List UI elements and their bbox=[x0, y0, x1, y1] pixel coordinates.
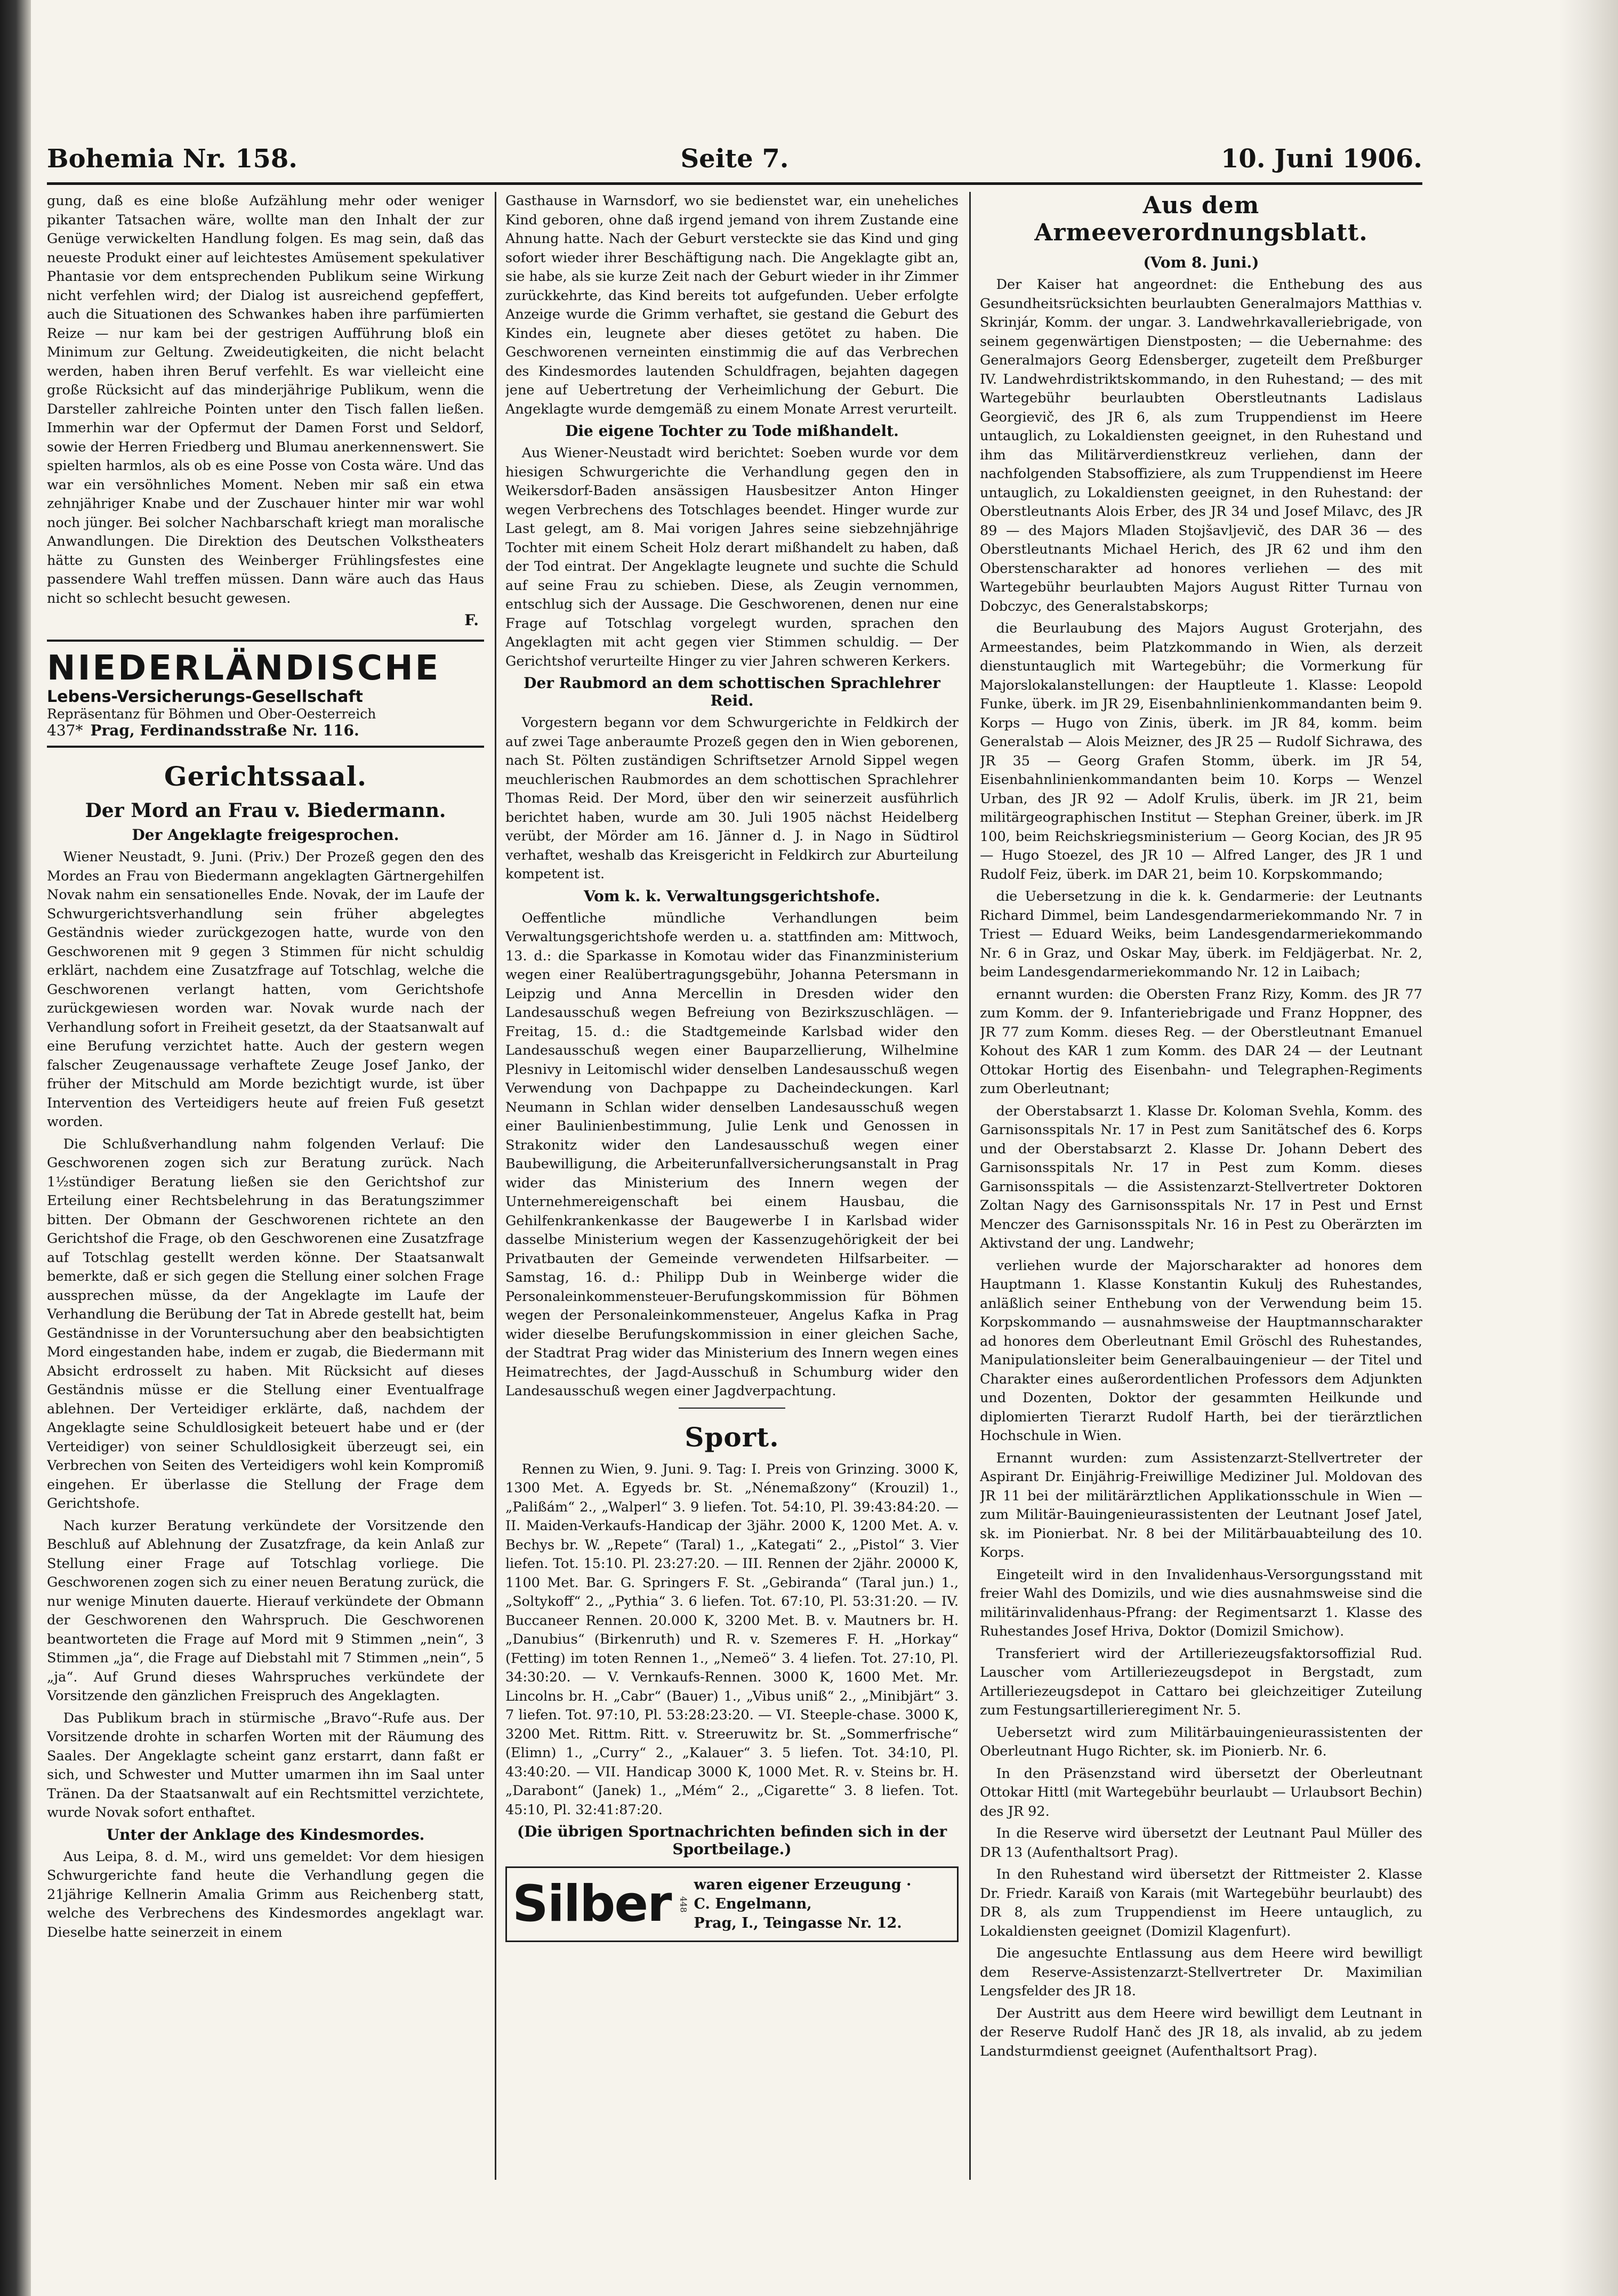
ad-address bbox=[47, 722, 484, 739]
article-paragraph: der Oberstabsarzt 1. Klasse Dr. Koloman Svehla, Komm. des Garnisonsspitals Nr. 17 in Pest zum Sanitätschef des 6. Korps und der Oberstabsarzt 2. Klasse Dr. Johann Debert des Garnisonsspitals Nr. 17 in Pest zum Komm. dieses Garnisonsspitals — die Assistenzarzt-Stellvertreter Doktoren Zoltan Nagy des Garnisonsspitals Nr. 17 in Pest und Ernst Menczer des Garnisonsspitals Nr. 16 in Pest zu Oberärzten im Aktivstand der ung. Landwehr; bbox=[980, 1103, 1422, 1251]
article-paragraph: Wiener Neustadt, 9. Juni. (Priv.) Der Prozeß gegen den des Mordes an Frau von Biedermann angeklagten Gärtnergehilfen Novak nahm ein sensationelles Ende. Novak, der im Laufe der Schwurgerichtsverhandlung sein früher abgelegtes Geständnis wieder zurückgezogen hatte, wurde von den Geschworenen mit 9 gegen 3 Stimmen für nicht schuldig erklärt, nachdem eine Zusatzfrage auf Totschlag, welche die Geschworenen verlangt hatten, vom Gerichtshofe zurückgewiesen worden war. Novak wurde nach der Verhandlung sofort in Freiheit gesetzt, da der Staatsanwalt auf eine Berufung verzichtet hatte. Auch der gestern wegen falscher Zeugenaussage verhaftete Zeuge Josef Janko, der früher der Mitschuld am Morde bezichtigt wurde, ist über Intervention des Verteidigers heute auf freien Fuß gesetzt worden. bbox=[47, 849, 484, 1130]
ad-address-text: Prag, Ferdinandsstraße Nr. 116. bbox=[90, 722, 359, 739]
ad-silver-word: Silber bbox=[512, 1875, 671, 1933]
article-paragraph: In den Präsenzstand wird übersetzt der Oberleutnant Ottokar Hittl (mit Wartegebühr beurlaubt — Urlaubsort Bechin) des JR 92. bbox=[980, 1765, 1422, 1820]
header-rule bbox=[47, 182, 1422, 185]
article-paragraph: ernannt wurden: die Obersten Franz Rizy, Komm. des JR 77 zum Komm. der 9. Infanteriebrigade und Franz Hoppner, des JR 77 zum Komm. dieses Reg. — der Oberstleutnant Emanuel Kohout des KAR 1 zum Komm. des DAR 24 — der Leutnant Ottokar Hortig des Eisenbahn- und Telegraphen-Regiments zum Oberleutnant; bbox=[980, 986, 1422, 1097]
article-title: Der Mord an Frau v. Biedermann. bbox=[85, 799, 446, 822]
article-paragraph: Transferiert wird der Artilleriezeugsfaktorsoffizial Rud. Lauscher vom Artilleriezeugsdepot in Bergstadt, zum Artilleriezeugsdepot in Cattaro bei gleichzeitiger Zuteilung zum Festungsartillerieregiment Nr. 5. bbox=[980, 1645, 1422, 1718]
newspaper-page bbox=[47, 144, 1422, 2185]
silver-advertisement bbox=[505, 1866, 959, 1942]
section-title-sport: Sport. bbox=[685, 1421, 779, 1453]
column-divider bbox=[969, 192, 971, 2180]
article-paragraph: In den Ruhestand wird übersetzt der Rittmeister 2. Klasse Dr. Friedr. Karaiß von Karais (mit Wartegebühr beurlaubt) des DR 8, als zum Truppendienst im Heere untauglich, zu Lokaldiensten geeignet (Domizil Klagenfurt). bbox=[980, 1866, 1422, 1939]
article-paragraph: Der Austritt aus dem Heere wird bewilligt dem Leutnant in der Reserve Rudolf Hanč des JR 18, als invalid, ab zu jedem Landsturmdienst geeignet (Aufenthaltsort Prag). bbox=[980, 2005, 1422, 2059]
article-paragraph: Die angesuchte Entlassung aus dem Heere wird bewilligt dem Reserve-Assistenzarzt-Stellvertreter Dr. Maximilian Lengsfelder des JR 18. bbox=[980, 1945, 1422, 1999]
section-title-court: Gerichtssaal. bbox=[164, 761, 367, 792]
article-paragraph: Nach kurzer Beratung verkündete der Vorsitzende den Beschluß auf Ablehnung der Zusatzfrage, da kein Anlaß zur Stellung einer Frage auf Totschlag vorliege. Die Geschworenen zogen sich zu einer neuen Beratung zurück, die nur wenige Minuten dauerte. Hierauf verkündete der Obmann der Geschworenen den Wahrspruch. Die Geschworenen beantworteten die Frage auf Mord mit 9 Stimmen „nein“, 3 Stimmen „ja“, die Frage auf Diebstahl mit 7 Stimmen „nein“, 5 „ja“. Auf Grund dieses Wahrspruches verkündete der Vorsitzende den gänzlichen Freispruch des Angeklagten. bbox=[47, 1517, 484, 1704]
article-paragraph: Die Schlußverhandlung nahm folgenden Verlauf: Die Geschworenen zogen sich zur Beratung zurück. Nach 1½stündiger Beratung ließen sie den Gerichtshof zur Erteilung einer Rechtsbelehrung in das Beratungszimmer bitten. Der Obmann der Geschworenen richtete an den Gerichtshof die Frage, ob den Geschworenen eine Zusatzfrage auf Totschlag gestellt werden könne. Der Staatsanwalt bemerkte, daß er sich gegen die Stellung einer solchen Frage aussprechen müsse, da der Angeklagte im Laufe der Verhandlung die Berübung der Tat in Abrede gestellt hat, beim Geständnisse in der Voruntersuchung aber den beabsichtigten Mord eingestanden habe, indem er zugab, die Biedermann mit Absicht erdrosselt zu haben. Mit Rücksicht auf dieses Geständnis müsse er die Stellung einer Eventualfrage ablehnen. Der Verteidiger erklärte, daß, nachdem der Angeklagte seine Schuldlosigkeit beteuert habe und er (der Verteidiger) von seiner Schuldlosigkeit überzeugt sei, ein Verbrechen von Seiten des Verteidigers wohl kein Kompromiß eingehen. Er überlasse die Stellung der Frage dem Gerichtshofe. bbox=[47, 1136, 484, 1511]
article-title: Die eigene Tochter zu Tode mißhandelt. bbox=[565, 422, 899, 440]
page-header bbox=[47, 144, 1422, 181]
ad-silver-line: C. Engelmann, bbox=[694, 1896, 812, 1912]
article-paragraph: Ernannt wurden: zum Assistenzarzt-Stellvertreter der Aspirant Dr. Einjährig-Freiwillige Mediziner Jul. Moldovan des JR 11 bei der militärärztlichen Applikationsschule in Wien — zum Militär-Bauingenieurassistenten der Leutnant Josef Jatel, sk. im Pionierbat. Nr. 8 bei der Militärbauabteilung des 10. Korps. bbox=[980, 1450, 1422, 1561]
ad-silver-line: Prag, I., Teingasse Nr. 12. bbox=[694, 1915, 902, 1931]
article-paragraph: Der Kaiser hat angeordnet: die Enthebung des aus Gesundheitsrücksichten beurlaubten Generalmajors Matthias v. Skrinjár, Komm. der ungar. 3. Landwehrkavalleriebrigade, von seinem gegenwärtigen Dienstposten; — die Uebernahme: des Generalmajors Georg Edensberger, zugeteilt dem Preßburger IV. Landwehrdistriktskommando, in den Ruhestand; — des mit Wartegebühr beurlaubten Oberstleutnants Ladislaus Georgievič, des JR 6, als zum Truppendienst im Heere untauglich, zu Lokaldiensten geeignet, in den Ruhestand und ihm das Militärverdienstkreuz verliehen, dann der nachfolgenden Stabsoffiziere, als zum Truppendienst im Heere untauglich, zu Lokaldiensten geeignet, in den Ruhestand: der Oberstleutnants Alois Erber, des JR 34 und Josef Milavc, des JR 89 — des Majors Mladen Stojšavljevič, des DAR 36 — des Oberstleutnants Michael Herich, des JR 62 und ihm den Oberstenscharakter ad honores verliehen — des mit Wartegebühr beurlaubten Majors August Ritter Turnau von Dobczyc, des Generalstabskorps; bbox=[980, 277, 1422, 615]
ad-representation: Repräsentanz für Böhmen und Ober-Oesterreich bbox=[47, 706, 376, 722]
article-paragraph: In die Reserve wird übersetzt der Leutnant Paul Müller des DR 13 (Aufenthaltsort Prag). bbox=[980, 1825, 1422, 1861]
article-title: Unter der Anklage des Kindesmordes. bbox=[106, 1825, 425, 1844]
ad-silver-line: waren eigener Erzeugung · bbox=[694, 1877, 912, 1893]
insurance-advertisement bbox=[47, 640, 484, 748]
sport-note: (Die übrigen Sportnachrichten befinden sich in der Sportbeilage.) bbox=[517, 1823, 947, 1858]
page-number: Seite 7. bbox=[680, 144, 789, 174]
column-divider bbox=[495, 192, 496, 2180]
issue-date: 10. Juni 1906. bbox=[1221, 144, 1422, 174]
ad-silver-number: 448 bbox=[678, 1896, 689, 1913]
article-paragraph: Aus Wiener-Neustadt wird berichtet: Soeben wurde vor dem hiesigen Schwurgerichte die Verhandlung gegen den in Weikersdorf-Baden ansässigen Hausbesitzer Anton Hinger wegen Verbrechens des Totschlages beendet. Hinger wurde zur Last gelegt, am 8. Mai vorigen Jahres seine siebzehnjährige Tochter mit einem Scheit Holz derart mißhandelt zu haben, daß der Tod eintrat. Der Angeklagte leugnete und suchte die Schuld auf seine Frau zu schieben. Diese, als Zeugin vernommen, entschlug sich der Aussage. Die Geschworenen, denen nur eine Frage auf Totschlag vorgelegt wurden, sprachen den Angeklagten mit acht gegen vier Stimmen schuldig. — Der Gerichtshof verurteilte Hinger zu vier Jahren schweren Kerkers. bbox=[505, 445, 959, 669]
ad-company-type: Lebens-Versicherungs-Gesellschaft bbox=[47, 688, 363, 706]
article-paragraph: Vorgestern begann vor dem Schwurgerichte in Feldkirch der auf zwei Tage anberaumte Prozeß gegen den in Wien geborenen, nach St. Pölten zuständigen Schriftsetzer Arnold Sippel wegen meuchlerischen Raubmordes an dem schottischen Sprachlehrer Thomas Reid. Der Mord, über den wir seinerzeit ausführlich berichtet haben, wurde am 30. Juli 1905 nächst Heidelberg verübt, der Mörder am 16. Jänner d. J. in Nago in Südtirol verhaftet, weshalb das Kreisgericht in Feldkirch zur Aburteilung kompetent ist. bbox=[505, 715, 959, 882]
ad-number: 437* bbox=[47, 722, 83, 739]
column-middle bbox=[505, 192, 959, 2180]
article-paragraph: Oeffentliche mündliche Verhandlungen beim Verwaltungsgerichtshofe werden u. a. stattfinden am: Mittwoch, 13. d.: die Sparkasse in Komotau wider das Finanzministerium wegen einer Realübertragungsgebühr, Johanna Petersmann in Leipzig und Anna Mercellin in Dresden wider den Landesausschuß wegen Befreiung von Bezirkszuschlägen. — Freitag, 15. d.: die Stadtgemeinde Karlsbad wider den Landesausschuß wegen einer Bauparzellierung, Wilhelmine Plesnivy in Leitomischl wider denselben Landesausschuß wegen Verwendung von Dachpappe zu Dacheindeckungen. Karl Neumann in Schlan wider denselben Landesausschuß wegen einer Baulinienbestimmung, Julie Lenk und Genossen in Strakonitz wider den Landesausschuß wegen einer Baubewilligung, die Arbeiterunfallversicherungsanstalt in Prag wider das Ministerium des Innern wegen der Unternehmereigenschaft bei einem Hausbau, die Gehilfenkrankenkasse der Baugewerbe I in Karlsbad wider dasselbe Ministerium wegen der Kassenzugehörigkeit der bei Privatbauten der Gemeinde verwendeten Hilfsarbeiter. — Samstag, 16. d.: Philipp Dub in Weinberge wider die Personaleinkommensteuer-Berufungskommission für Böhmen wegen der Personaleinkommensteuer, Angelus Kafka in Prag wider dieselbe Berufungskommission in einer gleichen Sache, der Stadtrat Prag wider das Ministerium des Innern wegen eines Heimatrechtes, der Jagd-Ausschuß in Schumburg wider den Landesausschuß wegen einer Jagdverpachtung. bbox=[505, 910, 959, 1399]
article-paragraph: verliehen wurde der Majorscharakter ad honores dem Hauptmann 1. Klasse Konstantin Kukulj des Ruhestandes, anläßlich seiner Enthebung von der Verwendung beim 15. Korpskommando — ausnahmsweise der Hauptmannscharakter ad honores dem Oberleutnant Emil Gröschl des Ruhestandes, Manipulationsleiter beim Generalbauingenieur — der Titel und Charakter eines außerordentlichen Professors dem Adjunkten und Dozenten, Doktor der gesammten Heilkunde und diplomierten Tierarzt Rudolf Harth, bei der tierärztlichen Hochschule in Wien. bbox=[980, 1257, 1422, 1444]
masthead-issue: Bohemia Nr. 158. bbox=[47, 144, 297, 174]
section-date: (Vom 8. Juni.) bbox=[1143, 254, 1259, 271]
article-paragraph: die Uebersetzung in die k. k. Gendarmerie: der Leutnants Richard Dimmel, beim Landesgendarmeriekommando Nr. 7 in Triest — Eduard Weiks, beim Landesgendarmeriekommando Nr. 6 in Graz, und Oskar May, überk. im Feldjägerbat. Nr. 2, beim Landesgendarmeriekommando Nr. 12 in Laibach; bbox=[980, 888, 1422, 980]
article-paragraph: Das Publikum brach in stürmische „Bravo“-Rufe aus. Der Vorsitzende drohte in scharfen Worten mit der Räumung des Saales. Der Angeklagte scheint ganz erstarrt, dann faßt er sich, und Schwester und Mutter umarmen ihn im Saal unter Tränen. Da der Staatsanwalt auf ein Rechtsmittel verzichtete, wurde Novak sofort enthaftet. bbox=[47, 1710, 484, 1821]
column-right bbox=[980, 192, 1422, 2180]
article-paragraph: Eingeteilt wird in den Invalidenhaus-Versorgungsstand mit freier Wahl des Domizils, und wie dies ausnahmsweise sind die militärinvalidenhaus-Pfrang: der Regimentsarzt 1. Klasse des Ruhestandes Josef Hriva, Doktor (Domizil Smichow). bbox=[980, 1566, 1422, 1639]
article-title: Der Raubmord an dem schottischen Sprachlehrer Reid. bbox=[524, 674, 940, 709]
divider bbox=[679, 1408, 785, 1409]
column-left bbox=[47, 192, 484, 2180]
section-title-army: Aus dem Armeeverordnungsblatt. bbox=[1034, 192, 1368, 246]
article-paragraph: Gasthause in Warnsdorf, wo sie bedienstet war, ein uneheliches Kind geboren, ohne daß irgend jemand von ihrem Zustande eine Ahnung hatte. Nach der Geburt versteckte sie das Kind und ging sofort wieder ihrer Beschäftigung nach. Die Angeklagte gibt an, sie habe, als sie kurze Zeit nach der Geburt wieder in ihr Zimmer zurückkehrte, das Kind bereits tot aufgefunden. Ueber erfolgte Anzeige wurde die Grimm verhaftet, sie gestand die Geburt des Kindes ein, leugnete aber dieses getötet zu haben. Die Geschworenen verneinten einstimmig die auf das Verbrechen des Kindesmordes lautenden Schuldfragen, bejahten dagegen jene auf Uebertretung der Verheimlichung der Geburt. Die Angeklagte wurde demgemäß zu einem Monate Arrest verurteilt. bbox=[505, 193, 959, 417]
article-subtitle: Der Angeklagte freigesprochen. bbox=[132, 826, 399, 844]
ad-company-name: NIEDERLÄNDISCHE bbox=[47, 649, 441, 688]
theater-review-text: gung, daß es eine bloße Aufzählung mehr oder weniger pikanter Tatsachen wäre, wollte man den Inhalt der zur Genüge verwickelten Handlung folgen. Es mag sein, daß das neueste Produkt einer auf leichtestes Amüsement spekulativer Phantasie vor dem entsprechenden Publikum seine Wirkung nicht verfehlen wird; der Dialog ist ausreichend gepfeffert, auch die Situationen des Schwankes haben ihre parfümierten Reize — nur kam bei der gestrigen Aufführung bloß ein Minimum zur Geltung. Zweideutigkeiten, die nicht belacht werden, haben ihren Beruf verfehlt. Es war vielleicht eine große Rücksicht auf das minderjährige Publikum, wenn die Darsteller zahlreiche Pointen unter den Tisch fallen ließen. Immerhin war der Opfermut der Damen Forst und Seldorf, sowie der Herren Friedberg und Blumau anerkennenswert. Sie spielten harmlos, als ob es eine Posse von Costa wäre. Und das war ein versöhnliches Moment. Neben mir saß ein etwa zehnjähriger Knabe und der Zuschauer hinter mir war wohl noch jünger. Bei solcher Nachbarschaft kriegt man moralische Anwandlungen. Die Direktion des Deutschen Volkstheaters hätte zu Gunsten des Weinberger Frühlingsfestes eine passendere Wahl treffen müssen. Dann wäre auch das Haus nicht so schlecht besucht gewesen. bbox=[47, 193, 484, 607]
article-paragraph: die Beurlaubung des Majors August Groterjahn, des Armeestandes, beim Platzkommando in Wien, als derzeit dienstuntauglich mit Wartegebühr; die Vormerkung für Majorslokalanstellungen: der Hauptleute 1. Klasse: Leopold Funke, überk. im JR 29, Eisenbahnlinienkommandanten beim 9. Korps — Hugo von Zinis, überk. im JR 84, komm. beim Generalstab — Alois Meizner, des JR 25 — Rudolf Sichrawa, des JR 35 — Georg Grafen Stomm, überk. im JR 54, Eisenbahnlinienkommandanten beim 10. Korps — Wenzel Urban, des JR 92 — Adolf Krulis, überk. im JR 21, beim militärgeographischen Institut — Stephan Greiner, überk. im JR 100, beim Reichskriegsministerium — Georg Kocian, des JR 95 — Hugo Stoezel, des JR 10 — Alfred Langer, des JR 1 und Rudolf Feiz, überk. im DAR 21, beim 10. Korpskommando; bbox=[980, 620, 1422, 883]
race-results: Rennen zu Wien, 9. Juni. 9. Tag: I. Preis von Grinzing. 3000 K, 1300 Met. A. Egyeds br. St. „Nénemaßzony“ (Krouzil) 1., „Palißám“ 2., „Walperl“ 3. 9 liefen. Tot. 54:10, Pl. 39:43:84:20. — II. Maiden-Verkaufs-Handicap der 3jähr. 2000 K, 1200 Met. A. v. Bechys br. W. „Repete“ (Taral) 1., „Kategati“ 2., „Pistol“ 3. Vier liefen. Tot. 15:10. Pl. 23:27:20. — III. Rennen der 2jähr. 20000 K, 1100 Met. Bar. G. Springers F. St. „Gebiranda“ (Taral jun.) 1., „Soltykoff“ 2., „Pythia“ 3. 6 liefen. Tot. 67:10, Pl. 53:31:20. — IV. Buccaneer Rennen. 20.000 K, 3200 Met. B. v. Mautners br. H. „Danubius“ (Birkenruth) und R. v. Szemeres F. H. „Horkay“ (Fetting) im toten Rennen 1., „Nemeö“ 3. 4 liefen. Tot. 27:10, Pl. 34:30:20. — V. Vernkaufs-Rennen. 3000 K, 1600 Met. Mr. Lincolns br. H. „Cabr“ (Bauer) 1., „Vibus uniß“ 2., „Minibjärt“ 3. 7 liefen. Tot. 97:10, Pl. 53:28:23:20. — VI. Steeple-chase. 3000 K, 3200 Met. Rittm. Ritt. v. Streeruwitz br. St. „Sommerfrische“ (Elimn) 1., „Curry“ 2., „Kalauer“ 3. 5 liefen. Tot. 34:10, Pl. 43:40:20. — VII. Handicap 3000 K, 1000 Met. R. v. Steins br. H. „Darabont“ (Janek) 1., „Mém“ 2., „Cigarette“ 3. 8 liefen. Tot. 45:10, Pl. 32:41:87:20. bbox=[505, 1461, 959, 1818]
scan-binding-edge bbox=[0, 0, 31, 2296]
article-title: Vom k. k. Verwaltungsgerichtshofe. bbox=[583, 887, 881, 905]
ad-silver-text bbox=[694, 1875, 912, 1933]
scan-page-edge bbox=[1559, 0, 1618, 2296]
article-paragraph: Aus Leipa, 8. d. M., wird uns gemeldet: Vor dem hiesigen Schwurgerichte fand heute die Verhandlung gegen die 21jährige Kellnerin Amalia Grimm aus Reichenberg statt, welche des Verbrechens des Kindesmordes angeklagt war. Dieselbe hatte seinerzeit in einem bbox=[47, 1848, 484, 1941]
author-signature: F. bbox=[464, 611, 479, 629]
article-paragraph: Uebersetzt wird zum Militärbauingenieurassistenten der Oberleutnant Hugo Richter, sk. im Pionierb. Nr. 6. bbox=[980, 1724, 1422, 1759]
